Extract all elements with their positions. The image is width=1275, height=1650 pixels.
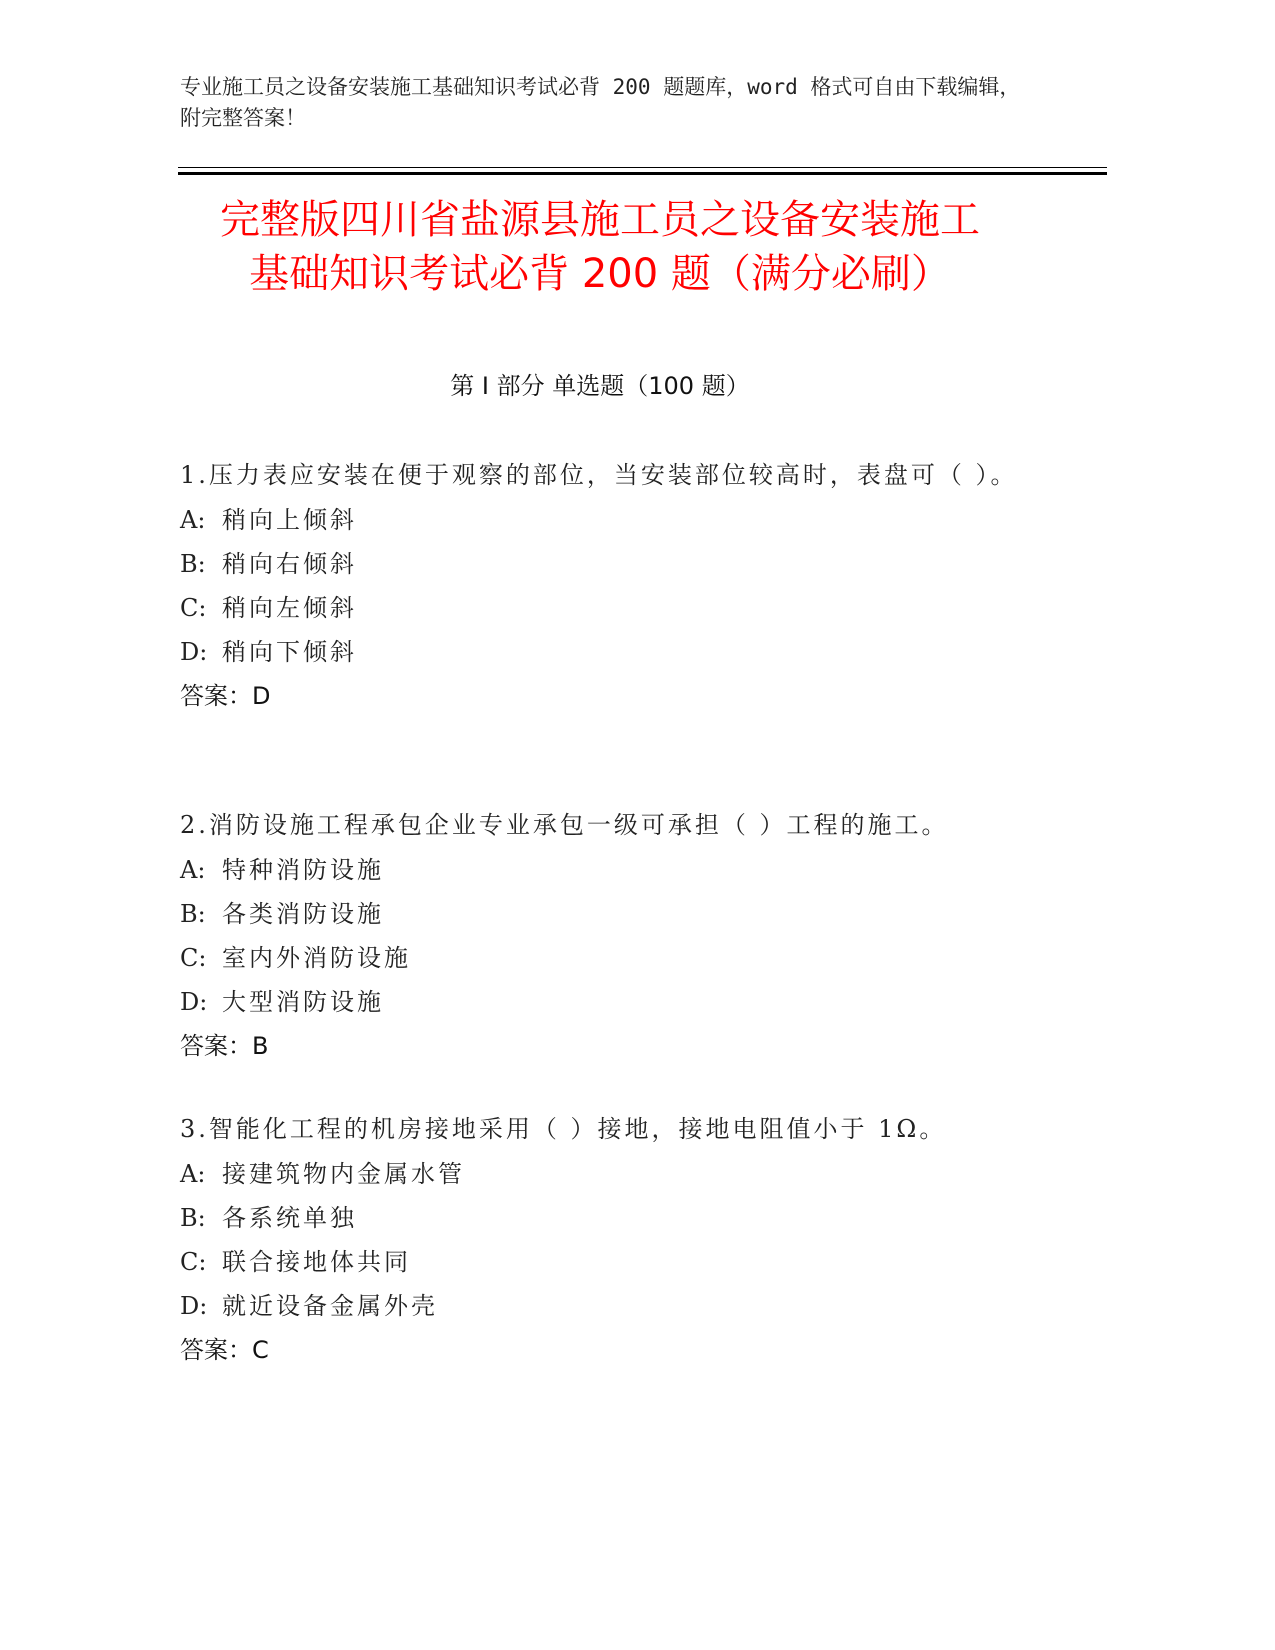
answer: 答案：B bbox=[180, 1032, 269, 1060]
document-title-line-1: 完整版四川省盐源县施工员之设备安装施工 bbox=[220, 197, 980, 243]
option-d bbox=[180, 1284, 1040, 1328]
option-key: A: bbox=[180, 506, 206, 534]
question-3 bbox=[180, 1106, 1040, 1372]
document-title-line-2: 基础知识考试必背 200 题（满分必刷） bbox=[249, 251, 951, 297]
option-key: A: bbox=[180, 856, 206, 884]
option-text: 特种消防设施 bbox=[222, 856, 384, 884]
question-stem: 3.智能化工程的机房接地采用（ ）接地，接地电阻值小于 1Ω。 bbox=[180, 1115, 947, 1143]
option-key: B: bbox=[180, 900, 206, 928]
answer: 答案：C bbox=[180, 1336, 269, 1364]
answer: 答案：D bbox=[180, 682, 271, 710]
option-text: 稍向上倾斜 bbox=[222, 506, 357, 534]
document-title bbox=[150, 193, 1050, 301]
option-key: C: bbox=[180, 594, 207, 622]
question-2 bbox=[180, 802, 1040, 1068]
option-key: B: bbox=[180, 1204, 206, 1232]
question-stem: 1.压力表应安装在便于观察的部位，当安装部位较高时，表盘可（ ）。 bbox=[180, 461, 1018, 489]
header-divider-thin bbox=[178, 167, 1107, 168]
option-text: 就近设备金属外壳 bbox=[222, 1292, 438, 1320]
option-text: 室内外消防设施 bbox=[222, 944, 411, 972]
option-key: B: bbox=[180, 550, 206, 578]
header-note: 专业施工员之设备安装施工基础知识考试必背 200 题题库，word 格式可自由下载编辑，附完整答案！ bbox=[180, 75, 1021, 130]
option-text: 各类消防设施 bbox=[222, 900, 384, 928]
option-text: 接建筑物内金属水管 bbox=[222, 1160, 465, 1188]
option-c bbox=[180, 586, 1040, 630]
option-d bbox=[180, 630, 1040, 674]
option-text: 各系统单独 bbox=[222, 1204, 357, 1232]
option-text: 联合接地体共同 bbox=[222, 1248, 411, 1276]
option-c bbox=[180, 1240, 1040, 1284]
option-b bbox=[180, 542, 1040, 586]
option-key: C: bbox=[180, 944, 207, 972]
header-divider-thick bbox=[178, 172, 1107, 175]
question-1 bbox=[180, 452, 1040, 718]
option-key: A: bbox=[180, 1160, 206, 1188]
section-heading: 第 I 部分 单选题（100 题） bbox=[450, 372, 750, 400]
option-a bbox=[180, 848, 1040, 892]
option-text: 稍向右倾斜 bbox=[222, 550, 357, 578]
option-b bbox=[180, 892, 1040, 936]
option-key: C: bbox=[180, 1248, 207, 1276]
option-key: D: bbox=[180, 638, 208, 666]
option-d bbox=[180, 980, 1040, 1024]
option-text: 稍向下倾斜 bbox=[222, 638, 357, 666]
option-key: D: bbox=[180, 1292, 208, 1320]
option-key: D: bbox=[180, 988, 208, 1016]
option-b bbox=[180, 1196, 1040, 1240]
question-stem: 2.消防设施工程承包企业专业承包一级可承担（ ）工程的施工。 bbox=[180, 811, 949, 839]
option-a bbox=[180, 1152, 1040, 1196]
option-a bbox=[180, 498, 1040, 542]
option-text: 稍向左倾斜 bbox=[222, 594, 357, 622]
option-text: 大型消防设施 bbox=[222, 988, 384, 1016]
option-c bbox=[180, 936, 1040, 980]
